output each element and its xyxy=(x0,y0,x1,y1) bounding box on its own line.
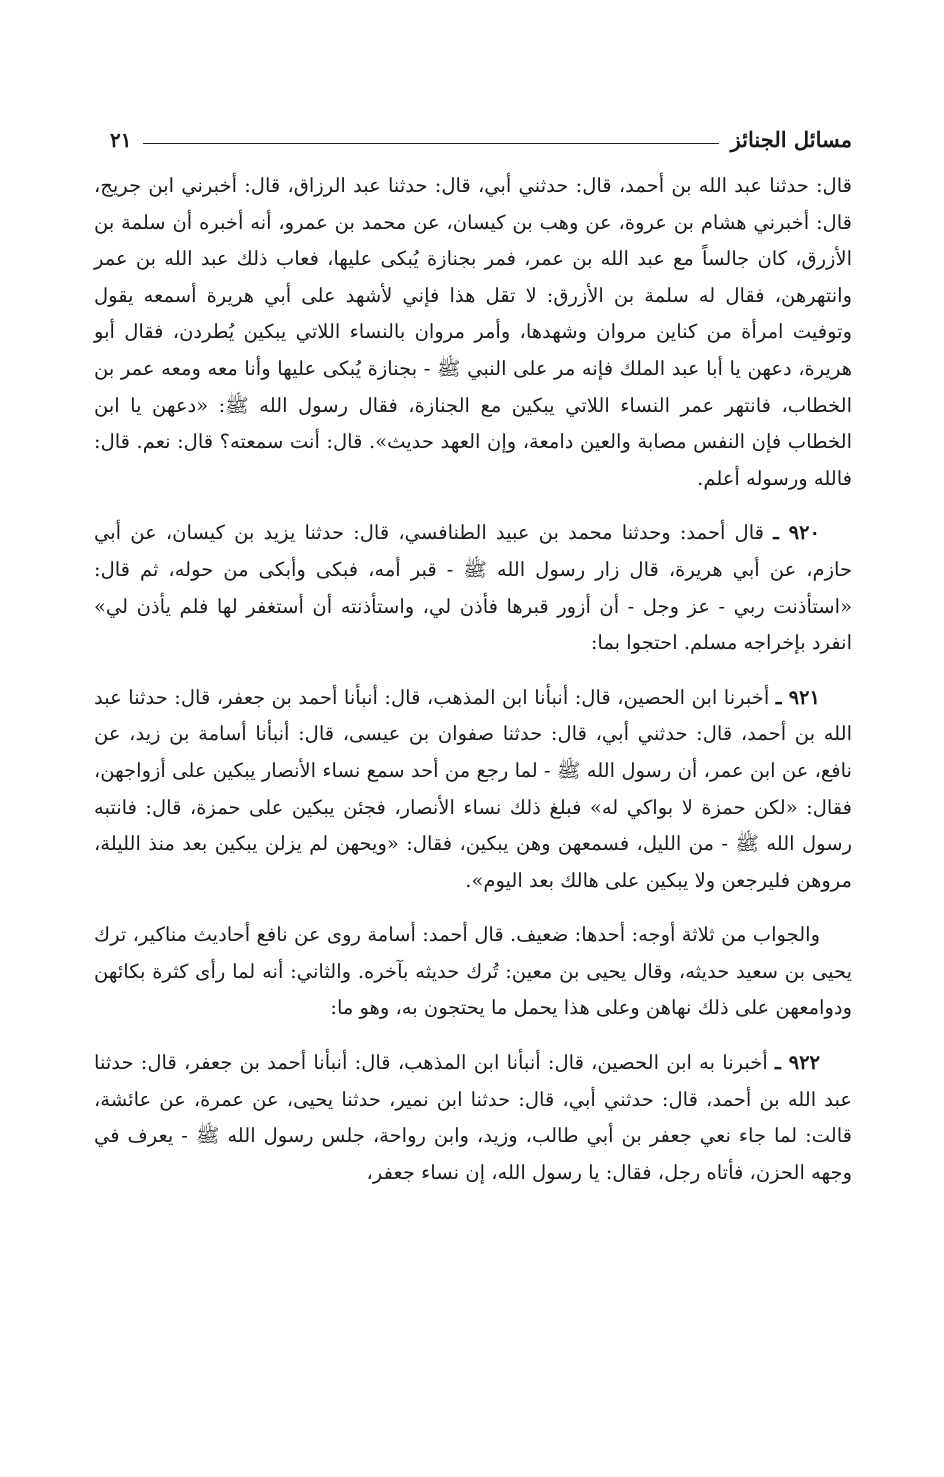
paragraph-gap xyxy=(94,662,852,680)
paragraph-text: والجواب من ثلاثة أوجه: أحدها: ضعيف. قال أحمد: أسامة روى عن نافع أحاديث مناكير، ترك يحيى بن سعيد حديثه، وقال يحيى بن معين: تُرك حديثه بآخره. والثاني: أنه لما رأى كثرة بكائهن ودوامعهن على ذلك نهاهن وعلى هذا يحمل ما يحتجون به، وهو ما: xyxy=(94,923,852,1020)
paragraph-answer xyxy=(94,917,852,1027)
hadith-number: ٩٢١ ـ xyxy=(775,685,820,709)
paragraph-hadith-921 xyxy=(94,680,852,900)
paragraph-text: أخبرنا ابن الحصين، قال: أنبأنا ابن المذهب، قال: أنبأنا أحمد بن جعفر، قال: حدثنا عبد الله بن أحمد، قال: حدثني أبي، قال: حدثنا صفوان بن عيسى، قال: أنبأنا أسامة بن زيد، عن نافع، عن ابن عمر، أن رسول الله ﷺ - لما رجع من أحد سمع نساء الأنصار يبكين على أزواجهن، فقال: «لكن حمزة لا بواكي له» فبلغ ذلك نساء الأنصار، فجئن يبكين على حمزة، قال: فانتبه رسول الله ﷺ - من الليل، فسمعهن وهن يبكين، فقال: «ويحهن لم يزلن يبكين بعد منذ الليلة، مروهن فليرجعن ولا يبكين على هالك بعد اليوم». xyxy=(94,685,852,892)
paragraph-text: قال أحمد: وحدثنا محمد بن عبيد الطنافسي، قال: حدثنا يزيد بن كيسان، عن أبي حازم، عن أبي هريرة، قال زار رسول الله ﷺ - قبر أمه، فبكى وأبكى من حوله، ثم قال: «استأذنت ربي - عز وجل - أن أزور قبرها فأذن لي، واستأذنته أن أستغفر لها فلم يأذن لي» انفرد بإخراجه مسلم. احتجوا بما: xyxy=(94,521,852,655)
paragraph-hadith-922 xyxy=(94,1045,852,1191)
chapter-title: مسائل الجنائز xyxy=(730,127,852,152)
hadith-number: ٩٢٠ ـ xyxy=(773,521,820,545)
header-rule xyxy=(143,143,718,144)
paragraph-hadith-920 xyxy=(94,515,852,661)
paragraph-text: قال: حدثنا عبد الله بن أحمد، قال: حدثني أبي، قال: حدثنا عبد الرزاق، قال: أخبرني ابن جريج، قال: أخبرني هشام بن عروة، عن وهب بن كيسان، عن محمد بن عمرو، أنه أخبره أن سلمة بن الأزرق، كان جالساً مع عبد الله بن عمر، فمر بجنازة يُبكى عليها، فعاب ذلك عبد الله بن عمر وانتهرهن، فقال له سلمة بن الأزرق: لا تقل هذا فإني لأشهد على أبي هريرة أسمعه يقول وتوفيت امرأة من كناين مروان وشهدها، وأمر مروان بالنساء اللاتي يبكين يُطردن، فقال أبو هريرة، دعهن يا أبا عبد الملك فإنه مر على النبي ﷺ - بجنازة يُبكى عليها وأنا معه ومعه عمر بن الخطاب، فانتهر عمر النساء اللاتي يبكين مع الجنازة، فقال رسول الله ﷺ: «دعهن يا ابن الخطاب فإن النفس مصابة والعين دامعة، وإن العهد حديث». قال: أنت سمعته؟ قال: نعم. قال: فالله ورسوله أعلم. xyxy=(94,174,852,490)
paragraph-text: أخبرنا به ابن الحصين، قال: أنبأنا ابن المذهب، قال: أنبأنا أحمد بن جعفر، قال: حدثنا عبد الله بن أحمد، قال: حدثني أبي، قال: حدثنا ابن نمير، حدثنا يحيى، عن عمرة، عن عائشة، قالت: لما جاء نعي جعفر بن أبي طالب، وزيد، وابن رواحة، جلس رسول الله ﷺ - يعرف في وجهه الحزن، فأتاه رجل، فقال: يا رسول الله، إن نساء جعفر، xyxy=(94,1051,852,1184)
paragraph-gap xyxy=(94,899,852,917)
paragraph-gap xyxy=(94,497,852,515)
main-text xyxy=(94,168,852,1191)
hadith-number: ٩٢٢ ـ xyxy=(775,1051,821,1075)
page-number: ٢١ xyxy=(110,128,132,152)
running-header xyxy=(110,118,852,152)
paragraph-continuation xyxy=(94,168,852,497)
paragraph-gap xyxy=(94,1027,852,1045)
